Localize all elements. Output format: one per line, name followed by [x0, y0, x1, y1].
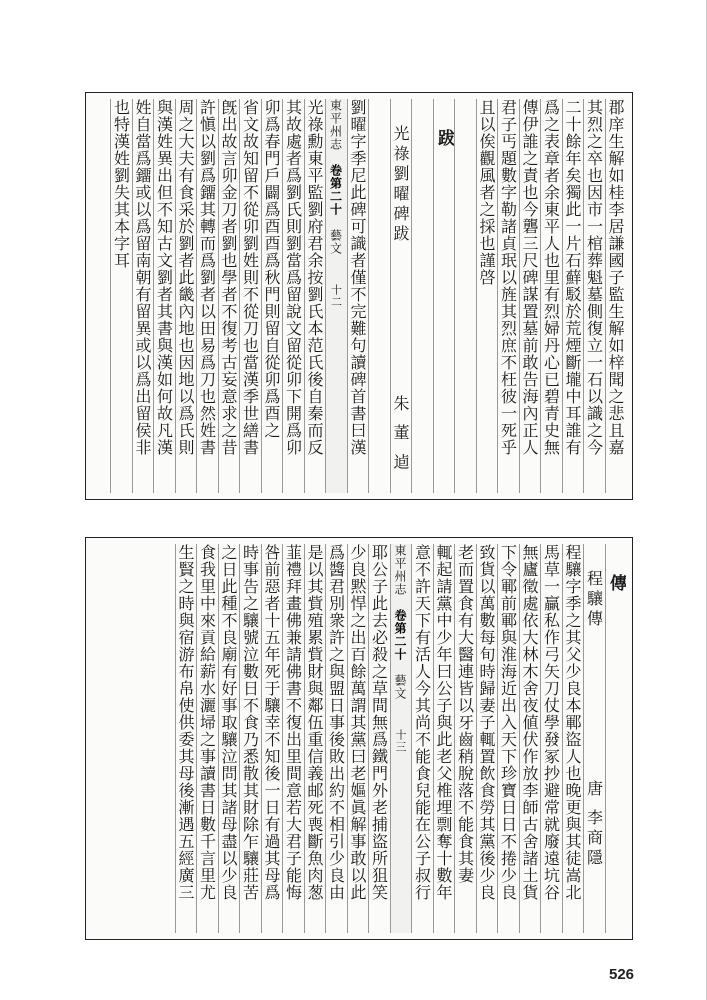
margin-volume: 卷第二十 — [328, 163, 343, 222]
text-column: 耶公子此去必殺之草間無爲鐵門外老捕盜所狙笑 — [368, 544, 390, 933]
section-heading: 跋 — [433, 99, 455, 493]
article-title-column — [583, 544, 605, 933]
text-column: 馬草一贏私作弓矢刀仗學發冢抄避常就廢遠坑谷 — [540, 544, 562, 933]
text-column: 韮禮拜畫佛兼請佛書不復出里間意若大君子能悔 — [282, 544, 304, 933]
text-column: 劉曜字季尼此碑可識者僅不完難句讀碑首書曰漢 — [347, 99, 369, 493]
margin-book-title: 東平州志 — [393, 544, 407, 601]
article-title: 光祿劉曜碑跋 — [391, 125, 410, 245]
text-column: 爲醬君別衆許之與盟日事後敗出約不相引少良由 — [325, 544, 347, 933]
article-author: 唐 李商隱 — [584, 780, 604, 870]
section-heading: 傳 — [605, 544, 627, 933]
article-title-column — [390, 99, 412, 493]
text-column: 老而置食有大醫連皆以牙齒稍脫落不能食其妻 — [454, 544, 476, 933]
text-column: 二十餘年矣獨此一片石蘚駁於荒煙斷壠中耳誰有 — [562, 99, 584, 493]
text-column: 爲之表章者余東平人也里有烈婦丹心已碧青史無 — [540, 99, 562, 493]
text-column: 郡庠生解如桂李居謙國子監生解如梓聞之悲且嘉 — [605, 99, 627, 493]
text-column: 是以其貲殖累貲財與鄰伍重信義邮死喪斷魚肉葱 — [304, 544, 326, 933]
text-column: 輒起請黨中少年曰公子與此老父椎埋剽奪十數年 — [433, 544, 455, 933]
text-column: 咎前惡者十五年死于驤幸不知後一日有過其母爲 — [261, 544, 283, 933]
margin-section: 藝文 — [393, 674, 407, 705]
text-column: 之日此種不良廟有好事取驤泣問其諸母盡以少良 — [218, 544, 240, 933]
text-column: 時事告之驤號泣數日不食乃悉散其財除乍驤莊苦 — [239, 544, 261, 933]
margin-volume: 卷第二十 — [393, 608, 407, 667]
margin-column — [390, 544, 412, 933]
margin-section: 藝文 — [328, 229, 343, 260]
blank-column — [454, 99, 476, 493]
top-columns — [92, 99, 626, 493]
text-column: 許愼以劉爲鐂其轉而爲劉者以田易爲刀也然姓書 — [196, 99, 218, 493]
text-column: 少良黙悍之出百餘萬謂其黨曰老嫗眞解事敢以此 — [347, 544, 369, 933]
article-title: 程驤傳 — [584, 570, 604, 630]
text-column: 姓自當爲鐂或以爲留南朝有留異或以爲出留侯非 — [132, 99, 154, 493]
text-column: 且以俟觀風者之採也謹啓 — [476, 99, 498, 493]
bottom-text-panel — [85, 537, 633, 940]
margin-column — [325, 99, 347, 493]
text-column: 周之大夫有食采於劉者此畿內地也因地以爲氏則 — [175, 99, 197, 493]
text-column: 君子丐題數字勒諸貞珉以旌其烈庶不枉彼一死乎 — [497, 99, 519, 493]
text-column: 卯爲春門戶闢爲酉酉爲秋門則留自從卯爲酉之 — [261, 99, 283, 493]
text-column: 其故處者爲劉氏則劉當爲留說文留從卯下開爲卯 — [282, 99, 304, 493]
text-column: 程驤字季之其父少良本鄆盜人也晚更與其徒嵩北 — [562, 544, 584, 933]
text-column: 也特漢姓劉失其本字耳 — [110, 99, 132, 493]
text-column: 光祿勳東平監劉府君余按劉氏本范氏後自秦而反 — [304, 99, 326, 493]
text-column: 傳伊誰之責也今礱三尺碑謀置墓前敢告海內正人 — [519, 99, 541, 493]
margin-book-title: 東平州志 — [328, 99, 343, 156]
text-column: 食我里中來貢給薪水灑埽之事讀書日數千言里尤 — [196, 544, 218, 933]
blank-column — [411, 99, 433, 493]
bottom-columns — [92, 544, 626, 933]
top-text-panel — [85, 92, 633, 500]
margin-page-number: 十三 — [394, 728, 407, 753]
text-column: 旣出故言卯金刀者劉也學者不復考古妄意求之昔 — [218, 99, 240, 493]
text-column: 其烈之卒也因市一棺葬魁墓側復立一石以識之今 — [583, 99, 605, 493]
text-column: 意不許天下有活人今其尚不能食兒能在公子叔行 — [411, 544, 433, 933]
text-column: 下令鄆前鄆與淮海近出入天下珍寶日日不捲少良 — [497, 544, 519, 933]
text-column: 生賢之時與宿游布帛使供委其母後漸遇五經廣三 — [175, 544, 197, 933]
margin-page-number: 十二 — [329, 283, 343, 308]
text-column: 致貨以萬數每旬時歸妻子輒置飲食勞其黨後少良 — [476, 544, 498, 933]
text-column: 與漢姓異出但不知古文劉者其書與漢如何故凡漢 — [153, 99, 175, 493]
page-number: 526 — [609, 966, 635, 983]
text-column: 無廬徵處依大林木舍夜値伏作放李師古舍諸土貨 — [519, 544, 541, 933]
article-author: 朱 董 逌 — [391, 395, 410, 474]
text-column: 省文故知留不從卯劉姓則不從刀也當漢季世繕書 — [239, 99, 261, 493]
blank-column — [368, 99, 390, 493]
